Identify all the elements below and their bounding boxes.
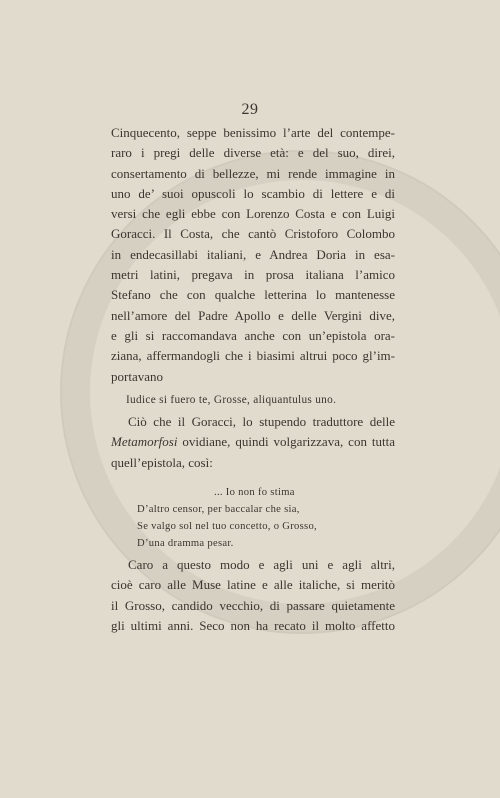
latin-quote: Iudice si fuero te, Grosse, aliquantulus uno. bbox=[126, 394, 337, 406]
text-line: nell’amore del Padre Apollo e delle Vergini dive, bbox=[111, 307, 395, 323]
text-line: il Grosso, candido vecchio, di passare quietamente bbox=[111, 597, 395, 613]
page-number: 29 bbox=[241, 101, 259, 118]
text-line: versi che egli ebbe con Lorenzo Costa e con Luigi bbox=[111, 206, 395, 222]
text-line: uno de’ suoi opuscoli lo scambio di lettere e di bbox=[111, 185, 395, 201]
verse-line: D’altro censor, per baccalar che sia, bbox=[137, 504, 300, 515]
text-line: in endecasillabi italiani, e Andrea Doria in esa- bbox=[111, 246, 395, 262]
text-line: Caro a questo modo e agli uni e agli altri, bbox=[128, 557, 395, 572]
text-line: portavano bbox=[111, 368, 163, 384]
text-line: e gli si raccomandava anche con un’epistola ora- bbox=[111, 327, 395, 343]
text-line: ziana, affermandogli che i biasimi altrui poco gl’im- bbox=[111, 348, 395, 364]
text-line: Ciò che il Goracci, lo stupendo traduttore delle bbox=[128, 414, 395, 429]
text-line: consertamento di bellezze, mi rende immagine in bbox=[111, 165, 395, 181]
text-line: Goracci. Il Costa, che cantò Cristoforo Colombo bbox=[111, 226, 395, 242]
text-line: Cinquecento, seppe benissimo l’arte del contempe- bbox=[111, 125, 395, 140]
text-line: Stefano che con qualche letterina lo mantenesse bbox=[111, 287, 395, 303]
paragraph-3 bbox=[111, 555, 395, 636]
paragraph-1 bbox=[111, 123, 395, 387]
text-line: gli ultimi anni. Seco non ha recato il molto affetto bbox=[111, 617, 395, 633]
verse-quote bbox=[137, 484, 397, 552]
text-fragment: ovidiane, quindi volgarizzava, con tutta bbox=[177, 434, 395, 450]
verse-line: ... Io non fo stima bbox=[214, 487, 295, 498]
text-line: metri latini, pregava in prosa italiana l’amico bbox=[111, 267, 395, 283]
text-line bbox=[111, 432, 395, 452]
text-line: cioè caro alle Muse latine e alle italiche, si meritò bbox=[111, 577, 395, 593]
verse-line: Se valgo sol nel tuo concetto, o Grosso, bbox=[137, 521, 318, 532]
paragraph-2 bbox=[111, 412, 395, 473]
text-line: raro i pregi delle diverse età: e del suo, direi, bbox=[111, 145, 395, 161]
work-title: Metamorfosi bbox=[111, 434, 178, 450]
verse-line: D’una dramma pesar. bbox=[137, 538, 234, 549]
text-line: quell’epistola, così: bbox=[111, 454, 213, 470]
